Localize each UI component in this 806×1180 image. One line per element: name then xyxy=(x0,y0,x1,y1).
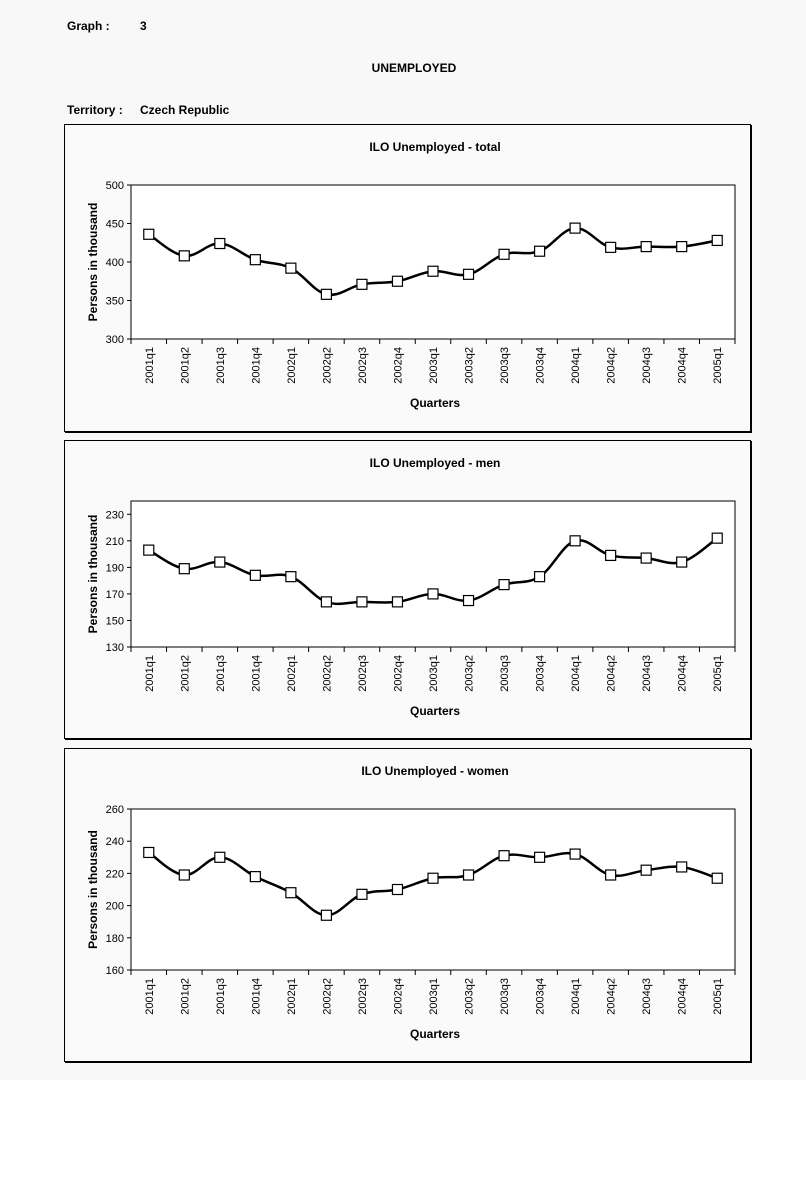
y-tick-label: 350 xyxy=(105,295,124,308)
data-point-2002q3 xyxy=(357,279,367,289)
chart-title: ILO Unemployed - total xyxy=(369,140,501,154)
x-tick-label: 2004q1 xyxy=(570,978,583,1015)
chart-panel-total xyxy=(64,124,751,432)
data-point-2003q3 xyxy=(499,249,509,259)
data-point-2001q3 xyxy=(215,852,225,862)
x-tick-label: 2004q3 xyxy=(641,655,654,692)
data-point-2002q1 xyxy=(286,572,296,582)
data-point-2001q3 xyxy=(215,557,225,567)
x-tick-label: 2001q2 xyxy=(179,347,192,384)
chart-title: ILO Unemployed - men xyxy=(369,456,501,470)
data-point-2002q4 xyxy=(392,597,402,607)
x-tick-label: 2001q3 xyxy=(214,978,227,1015)
data-point-2004q2 xyxy=(606,550,616,560)
x-tick-label: 2002q4 xyxy=(392,655,405,692)
page-title: UNEMPLOYED xyxy=(371,61,457,75)
x-tick-label: 2005q1 xyxy=(712,655,725,692)
x-tick-label: 2002q3 xyxy=(356,978,369,1015)
x-tick-label: 2004q4 xyxy=(676,978,689,1015)
y-tick-label: 220 xyxy=(105,868,124,881)
x-tick-label: 2003q1 xyxy=(428,978,440,1015)
x-tick-label: 2002q1 xyxy=(285,347,298,384)
data-point-2001q4 xyxy=(250,570,260,580)
x-tick-label: 2001q2 xyxy=(179,978,192,1015)
data-point-2004q3 xyxy=(641,242,651,252)
data-point-2004q2 xyxy=(606,242,616,252)
x-tick-label: 2003q2 xyxy=(463,347,476,384)
x-tick-label: 2003q1 xyxy=(428,347,440,384)
y-axis-label: Persons in thousand xyxy=(86,514,100,634)
data-point-2003q1 xyxy=(428,589,438,599)
x-tick-label: 2001q4 xyxy=(250,347,263,384)
data-point-2003q3 xyxy=(499,580,509,590)
data-point-2001q2 xyxy=(179,564,189,574)
x-tick-label: 2002q2 xyxy=(321,347,334,384)
chart-panel-men xyxy=(64,440,751,739)
data-point-2003q2 xyxy=(464,269,474,279)
chart-title: ILO Unemployed - women xyxy=(361,764,509,778)
x-tick-label: 2004q4 xyxy=(676,347,689,384)
data-point-2004q4 xyxy=(677,242,687,252)
x-tick-label: 2003q2 xyxy=(463,655,476,692)
data-point-2002q3 xyxy=(357,889,367,899)
data-point-2005q1 xyxy=(712,873,722,883)
chart-panel-women xyxy=(64,748,751,1062)
x-tick-label: 2004q1 xyxy=(570,347,583,384)
y-tick-label: 130 xyxy=(105,642,124,654)
data-point-2002q1 xyxy=(286,263,296,273)
x-tick-label: 2003q4 xyxy=(534,978,547,1015)
x-tick-label: 2003q3 xyxy=(499,347,512,384)
territory-value: Czech Republic xyxy=(140,103,230,117)
y-tick-label: 450 xyxy=(105,218,124,231)
data-point-2002q2 xyxy=(321,289,331,299)
data-point-2001q4 xyxy=(250,255,260,265)
x-axis-label: Quarters xyxy=(409,1027,461,1041)
data-point-2003q4 xyxy=(535,572,545,582)
x-tick-label: 2003q3 xyxy=(499,655,512,692)
y-tick-label: 400 xyxy=(105,257,124,269)
y-tick-label: 170 xyxy=(105,588,124,601)
y-tick-label: 150 xyxy=(105,615,124,628)
data-point-2002q4 xyxy=(392,276,402,286)
data-point-2004q2 xyxy=(606,870,616,880)
chart-women xyxy=(65,749,750,1061)
data-point-2004q1 xyxy=(570,536,580,546)
chart-total xyxy=(65,125,750,431)
data-point-2003q1 xyxy=(428,873,438,883)
x-tick-label: 2004q3 xyxy=(641,347,654,384)
y-axis-label: Persons in thousand xyxy=(86,202,100,322)
x-tick-label: 2002q1 xyxy=(285,655,298,692)
data-point-2002q4 xyxy=(392,885,402,895)
data-point-2001q3 xyxy=(215,239,225,249)
data-point-2003q4 xyxy=(535,246,545,256)
plot-area xyxy=(131,185,735,339)
data-point-2004q1 xyxy=(570,849,580,859)
x-tick-label: 2002q4 xyxy=(392,978,405,1015)
x-tick-label: 2001q2 xyxy=(179,655,192,692)
x-tick-label: 2003q2 xyxy=(463,978,476,1015)
data-point-2004q4 xyxy=(677,557,687,567)
data-point-2004q4 xyxy=(677,862,687,872)
x-tick-label: 2001q1 xyxy=(143,347,156,384)
x-tick-label: 2004q2 xyxy=(605,655,618,692)
x-tick-label: 2002q2 xyxy=(321,655,334,692)
data-point-2003q3 xyxy=(499,851,509,861)
data-point-2005q1 xyxy=(712,235,722,245)
y-tick-label: 230 xyxy=(105,509,124,522)
x-tick-label: 2005q1 xyxy=(712,978,725,1015)
x-tick-label: 2004q1 xyxy=(570,655,583,692)
y-tick-label: 200 xyxy=(105,900,124,913)
x-tick-label: 2005q1 xyxy=(712,347,725,384)
data-point-2002q3 xyxy=(357,597,367,607)
x-tick-label: 2003q1 xyxy=(428,655,440,692)
data-point-2004q3 xyxy=(641,553,651,563)
x-axis-label: Quarters xyxy=(409,396,461,410)
data-point-2001q2 xyxy=(179,870,189,880)
data-point-2002q2 xyxy=(321,597,331,607)
x-tick-label: 2001q1 xyxy=(143,655,156,692)
x-tick-label: 2001q4 xyxy=(250,978,263,1015)
x-tick-label: 2004q2 xyxy=(605,978,618,1015)
y-tick-label: 190 xyxy=(105,562,124,575)
y-tick-label: 210 xyxy=(105,535,124,548)
x-tick-label: 2002q3 xyxy=(356,347,369,384)
data-point-2005q1 xyxy=(712,533,722,543)
x-tick-label: 2002q1 xyxy=(285,978,298,1015)
y-tick-label: 260 xyxy=(105,804,124,816)
graph-number: 3 xyxy=(140,19,147,33)
y-tick-label: 300 xyxy=(105,334,124,346)
data-point-2003q1 xyxy=(428,266,438,276)
x-tick-label: 2001q3 xyxy=(214,347,227,384)
data-point-2003q4 xyxy=(535,852,545,862)
data-point-2002q2 xyxy=(321,910,331,920)
y-tick-label: 500 xyxy=(105,180,124,192)
data-point-2001q1 xyxy=(144,229,154,239)
data-point-2001q1 xyxy=(144,847,154,857)
x-tick-label: 2003q4 xyxy=(534,347,547,384)
y-tick-label: 180 xyxy=(105,932,124,945)
graph-label: Graph : xyxy=(67,19,110,33)
x-tick-label: 2001q3 xyxy=(214,655,227,692)
x-tick-label: 2004q4 xyxy=(676,655,689,692)
plot-area xyxy=(131,501,735,647)
territory-label: Territory : xyxy=(67,103,123,117)
y-axis-label: Persons in thousand xyxy=(86,830,100,949)
data-point-2001q1 xyxy=(144,545,154,555)
x-tick-label: 2004q2 xyxy=(605,347,618,384)
y-tick-label: 240 xyxy=(105,836,124,849)
x-tick-label: 2002q2 xyxy=(321,978,334,1015)
data-point-2004q3 xyxy=(641,865,651,875)
x-tick-label: 2001q1 xyxy=(143,978,156,1015)
x-tick-label: 2002q4 xyxy=(392,347,405,384)
x-tick-label: 2002q3 xyxy=(356,655,369,692)
chart-men xyxy=(65,441,750,738)
x-tick-label: 2003q4 xyxy=(534,655,547,692)
data-point-2001q2 xyxy=(179,251,189,261)
data-point-2001q4 xyxy=(250,872,260,882)
x-tick-label: 2004q3 xyxy=(641,978,654,1015)
y-tick-label: 160 xyxy=(105,965,124,977)
data-point-2003q2 xyxy=(464,596,474,606)
plot-area xyxy=(131,809,735,970)
data-point-2002q1 xyxy=(286,888,296,898)
x-axis-label: Quarters xyxy=(409,704,461,718)
x-tick-label: 2003q3 xyxy=(499,978,512,1015)
data-point-2003q2 xyxy=(464,870,474,880)
data-point-2004q1 xyxy=(570,223,580,233)
x-tick-label: 2001q4 xyxy=(250,655,263,692)
